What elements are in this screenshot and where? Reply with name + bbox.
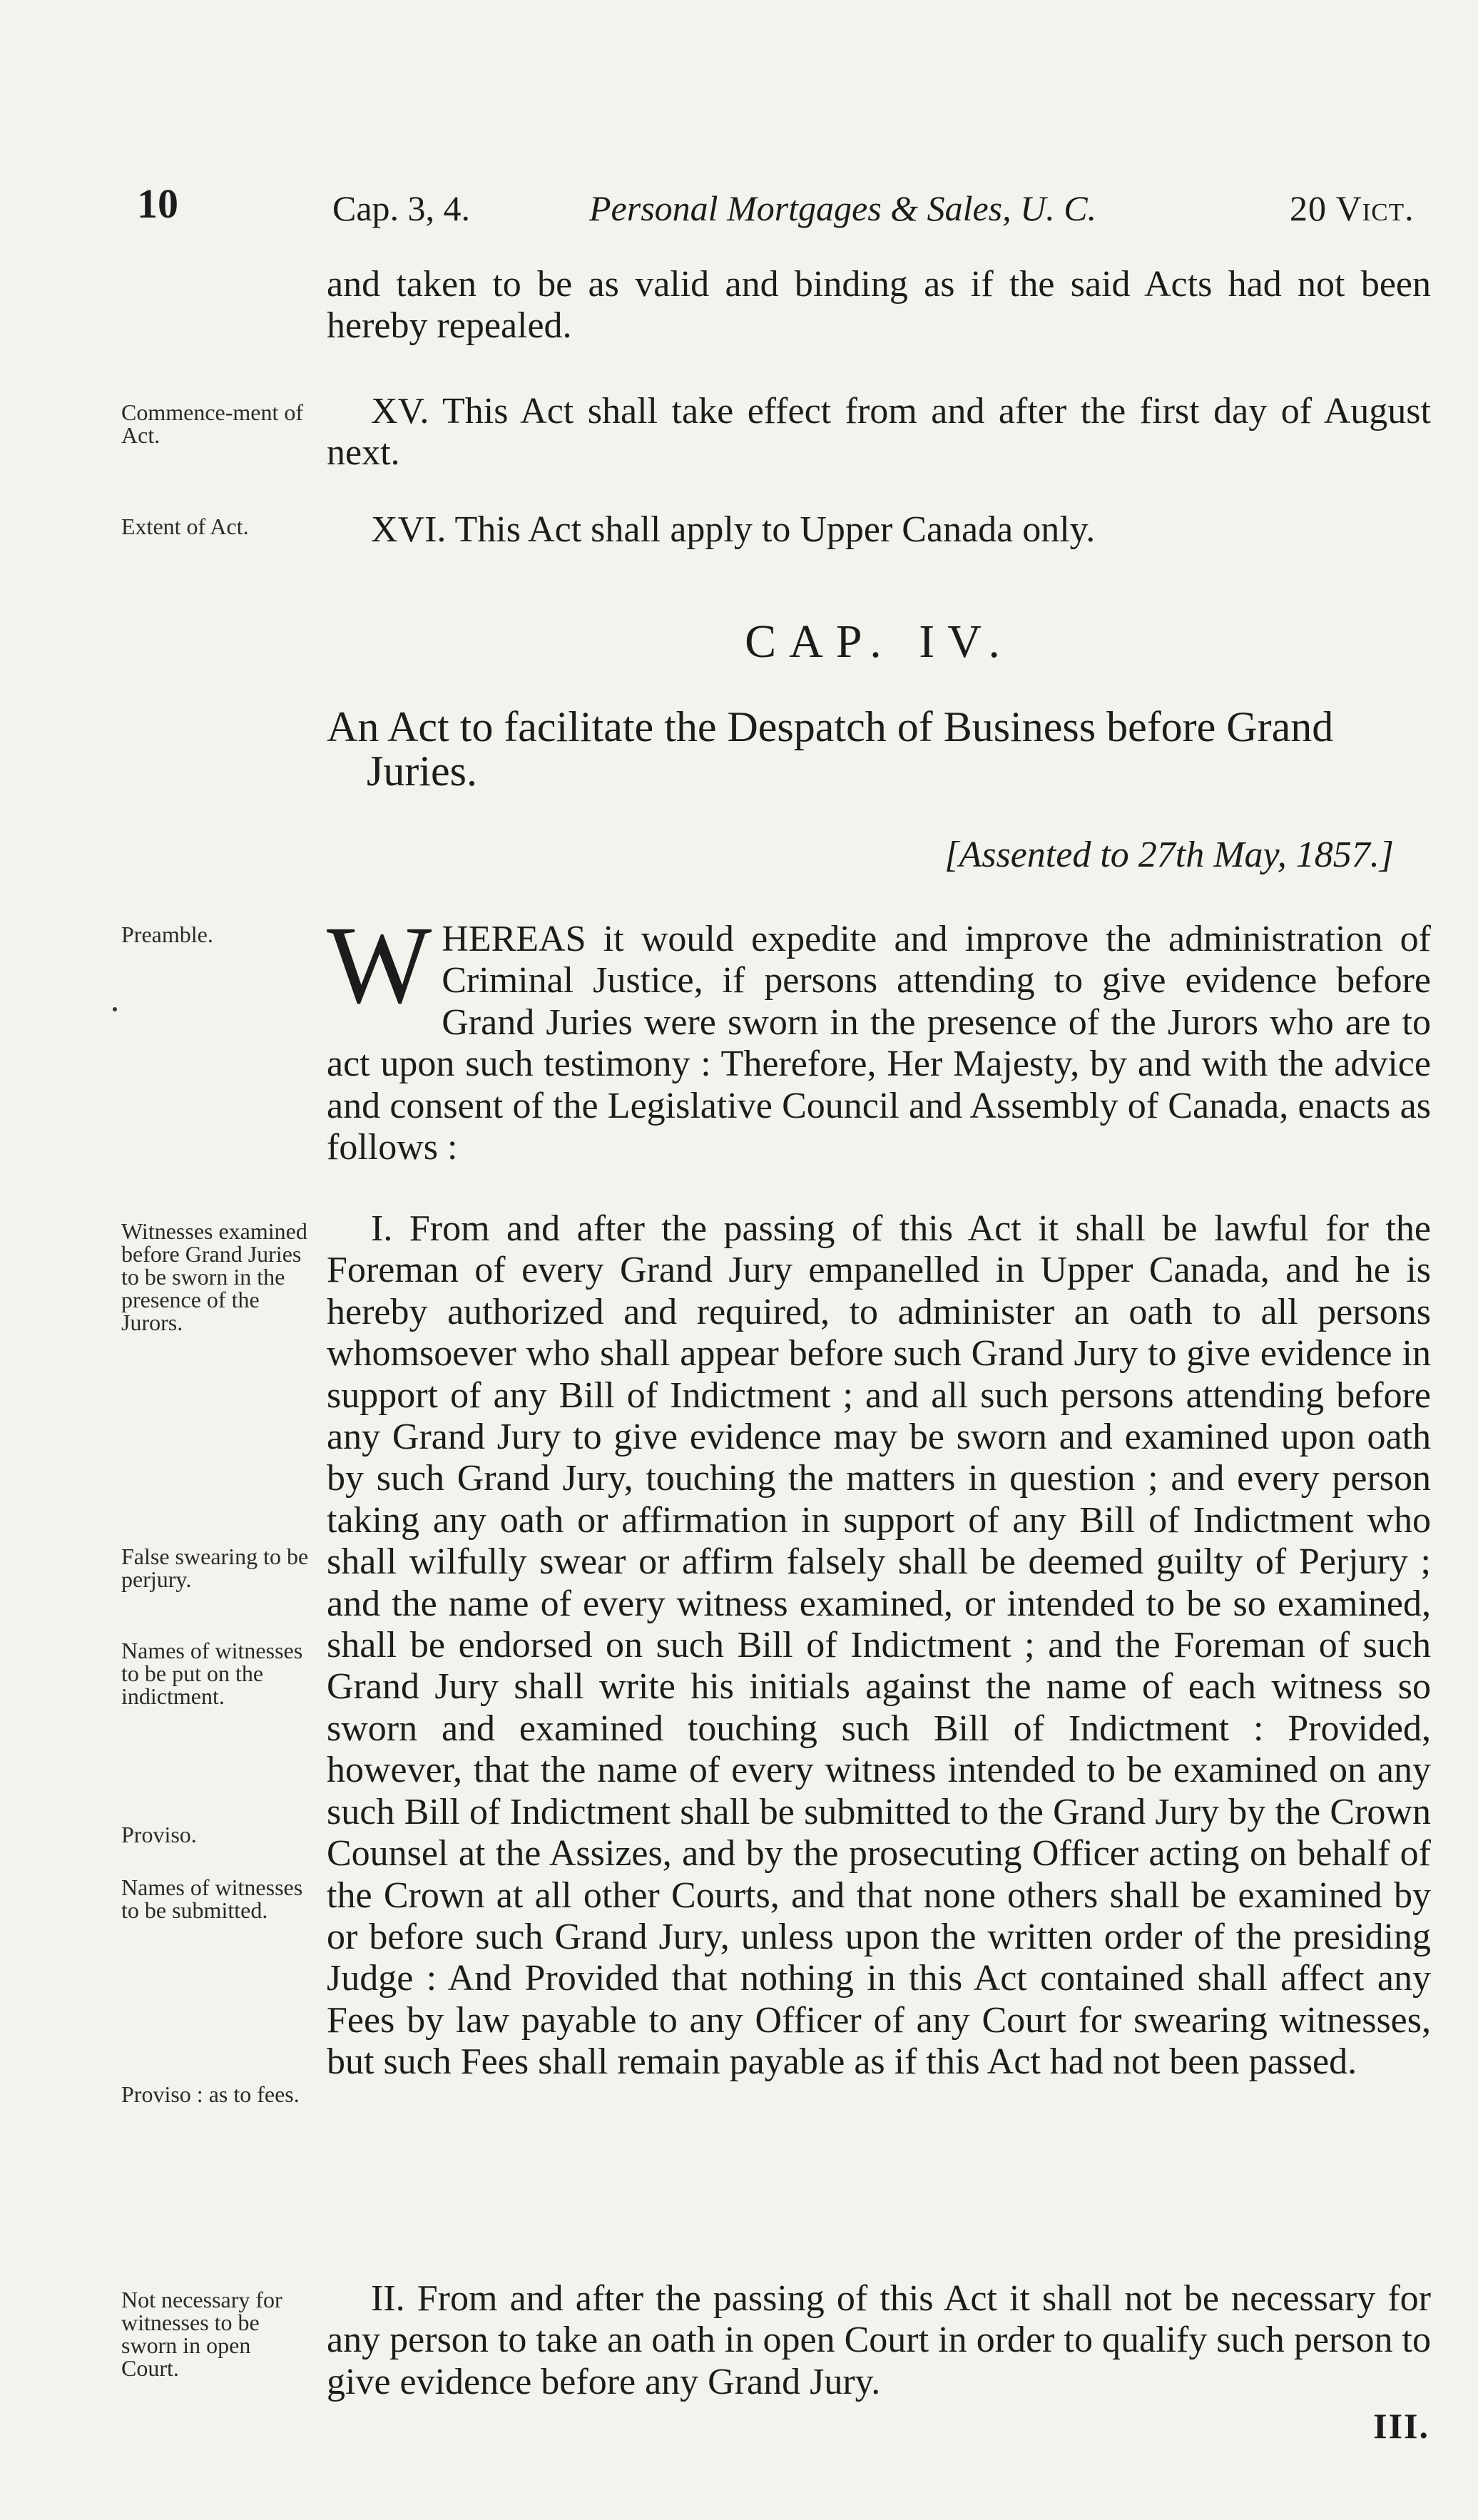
section-xv-text: XV. This Act shall take effect from and after the first day of August next. [327,391,1431,474]
margin-note-names-submitted: Names of witnesses to be submitted. [121,1874,303,1923]
margin-note-open-court: Not necessary for witnesses to be sworn in open Court. [121,2287,282,2381]
chapter-heading: CAP. IV. [745,616,1013,668]
section-xvi-text: XVI. This Act shall apply to Upper Canada only. [371,509,1096,550]
margin-note-proviso-fees: Proviso : as to fees. [121,2081,300,2107]
chapter-reference: Cap. 3, 4. [332,188,471,228]
act-title: An Act to facilitate the Despatch of Business before Grand Juries. [327,703,1334,795]
page-number: 10 [137,180,178,227]
margin-note-preamble: Preamble. [121,922,213,947]
stray-mark [113,1007,117,1011]
margin-note-extent: Extent of Act. [121,514,249,539]
section-ii-text: II. From and after the passing of this Act it shall not be necessary for any person to take an oath in open Court in order to qualify such person to give evidence before any Grand Jury. [327,2278,1431,2402]
regnal-year: 20 Vict. [1290,188,1415,228]
catchword: III. [1373,2406,1429,2446]
margin-note-false-swearing: False swearing to be perjury. [121,1544,309,1592]
margin-note-proviso: Proviso. [121,1822,197,1847]
drop-cap: W [327,903,432,1026]
margin-note-commencement: Commence-ment of Act. [121,399,304,448]
running-title: Personal Mortgages & Sales, U. C. [589,188,1097,228]
preamble-text: HEREAS it would expedite and improve the administration of Criminal Justice, if persons attending to give evidence before Grand Juries were sworn in the presence of the Jurors who are to act upon such testimony : Therefore, Her Majesty, by and with the advice and consent of the Legislative Council and Assembly of Canada, enacts as follows : [327,919,1431,1168]
assent-date: [Assented to 27th May, 1857.] [944,835,1394,875]
section-i-text: I. From and after the passing of this Act it shall be lawful for the Foreman of every Grand Jury empanelled in Upper Canada, and he is hereby authorized and required, to administer an oath to all persons whomsoever who shall appear before such Grand Jury to give evidence in support of any Bill of Indictment ; and all such persons attending before any Grand Jury to give evidence may be sworn and examined upon oath by such Grand Jury, touching the matters in question ; and every person taking any oath or affirmation in support of any Bill of Indictment who shall wilfully swear or affirm falsely shall be deemed guilty of Perjury ; and the name of every witness examined, or intended to be so examined, shall be endorsed on such Bill of Indictment ; and the Foreman of such Grand Jury shall write his initials against the name of each witness so sworn and examined touching such Bill of Indictment : Provided, however, that the name of every witness intended to be examined on any such Bill of Indictment shall be submitted to the Grand Jury by the Crown Counsel at the Assizes, and by the prosecuting Officer acting on behalf of the Crown at all other Courts, and that none others shall be examined by or before such Grand Jury, unless upon the written order of the presiding Judge : And Provided that nothing in this Act contained shall affect any Fees by law payable to any Officer of any Court for swearing witnesses, but such Fees shall remain payable as if this Act had not been passed. [327,1208,1431,2083]
margin-note-names-on-indictment: Names of witnesses to be put on the indictment. [121,1638,303,1709]
continuation-paragraph: and taken to be as valid and binding as if the said Acts had not been hereby repealed. [327,264,1431,347]
margin-note-witnesses-examined: Witnesses examined before Grand Juries to be sworn in the presence of the Jurors. [121,1218,307,1335]
preamble-paragraph [327,903,1431,1168]
